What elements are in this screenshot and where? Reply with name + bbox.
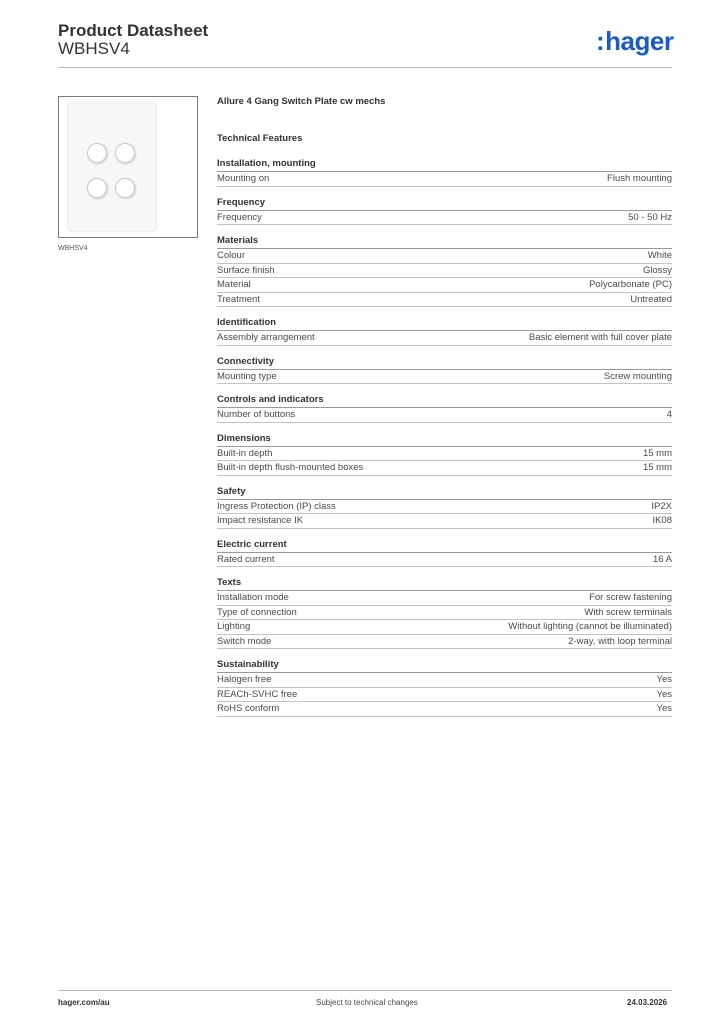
feature-row [217,591,672,606]
technical-features-heading: Technical Features [217,133,303,144]
feature-row [217,553,672,568]
feature-label: Built-in depth [217,447,273,459]
feature-label: REACh-SVHC free [217,688,298,700]
feature-label: Impact resistance IK [217,515,304,526]
footer-notice: Subject to technical changes [316,998,418,1007]
feature-value: Flush mounting [607,173,672,184]
feature-row [217,514,672,529]
page-title: Product Datasheet [58,21,209,40]
feature-label: Surface finish [217,264,275,276]
section-title: Frequency [217,197,672,211]
feature-row [217,172,672,187]
footer-divider [58,990,672,991]
logo-text: hager [605,26,674,56]
feature-value: IP2X [651,500,672,512]
feature-label: RoHS conform [217,703,280,714]
feature-value: IK08 [652,515,672,526]
switch-plate-graphic [67,102,157,232]
feature-value: White [647,250,672,261]
feature-row [217,447,672,462]
feature-value: Yes [656,688,672,700]
section-title: Controls and indicators [217,394,672,408]
switch-button-graphic [115,178,135,198]
feature-value: Yes [656,674,672,685]
feature-row [217,620,672,635]
switch-button-graphic [87,178,107,198]
datasheet-content [217,96,672,727]
feature-section [217,235,672,307]
feature-section [217,317,672,346]
feature-row [217,211,672,226]
feature-row [217,264,672,279]
feature-label: Halogen free [217,674,272,685]
feature-value: Basic element with full cover plate [528,332,672,343]
product-code: WBHSV4 [58,39,130,58]
feature-value: With screw terminals [584,606,672,618]
feature-row [217,702,672,717]
feature-label: Assembly arrangement [217,332,315,343]
feature-value: 15 mm [642,447,672,459]
section-title: Identification [217,317,672,331]
section-title: Materials [217,235,672,249]
feature-row [217,606,672,621]
feature-section [217,539,672,568]
section-title: Safety [217,486,672,500]
feature-value: For screw fastening [589,592,672,603]
section-title: Electric current [217,539,672,553]
switch-button-graphic [115,143,135,163]
feature-section [217,486,672,529]
hager-logo [596,26,673,57]
feature-section [217,158,672,187]
feature-label: Switch mode [217,635,272,647]
feature-section [217,433,672,476]
feature-row [217,293,672,308]
feature-label: Lighting [217,621,251,632]
feature-value: Yes [656,703,672,714]
feature-value: Glossy [642,264,672,276]
footer-website: hager.com/au [58,998,110,1007]
feature-label: Mounting on [217,173,270,184]
feature-row [217,461,672,476]
feature-section [217,356,672,385]
image-caption: WBHSV4 [58,245,88,252]
section-title: Sustainability [217,659,672,673]
feature-label: Number of buttons [217,409,296,420]
feature-value: 50 - 50 Hz [628,211,672,223]
feature-label: Built-in depth flush-mounted boxes [217,462,364,473]
feature-label: Material [217,279,251,290]
feature-label: Mounting type [217,370,277,382]
feature-section [217,659,672,717]
logo-mark: : [596,26,605,56]
feature-section [217,197,672,226]
feature-label: Rated current [217,553,275,565]
feature-section [217,577,672,649]
feature-label: Installation mode [217,592,289,603]
feature-row [217,249,672,264]
product-name: Allure 4 Gang Switch Plate cw mechs [217,96,386,107]
section-title: Connectivity [217,356,672,370]
feature-value: 2-way, with loop terminal [568,635,672,647]
feature-row [217,635,672,650]
feature-label: Frequency [217,211,262,223]
feature-value: Polycarbonate (PC) [589,279,672,290]
feature-label: Type of connection [217,606,297,618]
section-title: Installation, mounting [217,158,672,172]
feature-row [217,688,672,703]
header-divider [58,67,672,68]
feature-value: 16 A [652,553,672,565]
feature-value: Without lighting (cannot be illuminated) [508,621,672,632]
feature-row [217,408,672,423]
feature-sections [217,158,672,717]
feature-value: 15 mm [642,462,672,473]
feature-row [217,331,672,346]
feature-label: Ingress Protection (IP) class [217,500,336,512]
feature-label: Treatment [217,293,260,305]
switch-button-graphic [87,143,107,163]
section-title: Texts [217,577,672,591]
feature-label: Colour [217,250,245,261]
feature-value: Screw mounting [603,370,672,382]
feature-row [217,500,672,515]
footer-date: 24.03.2026 [627,998,668,1007]
feature-value: 4 [666,409,672,420]
feature-row [217,370,672,385]
section-title: Dimensions [217,433,672,447]
feature-section [217,394,672,423]
feature-value: Untreated [630,293,672,305]
feature-row [217,673,672,688]
product-image [58,96,198,238]
feature-row [217,278,672,293]
